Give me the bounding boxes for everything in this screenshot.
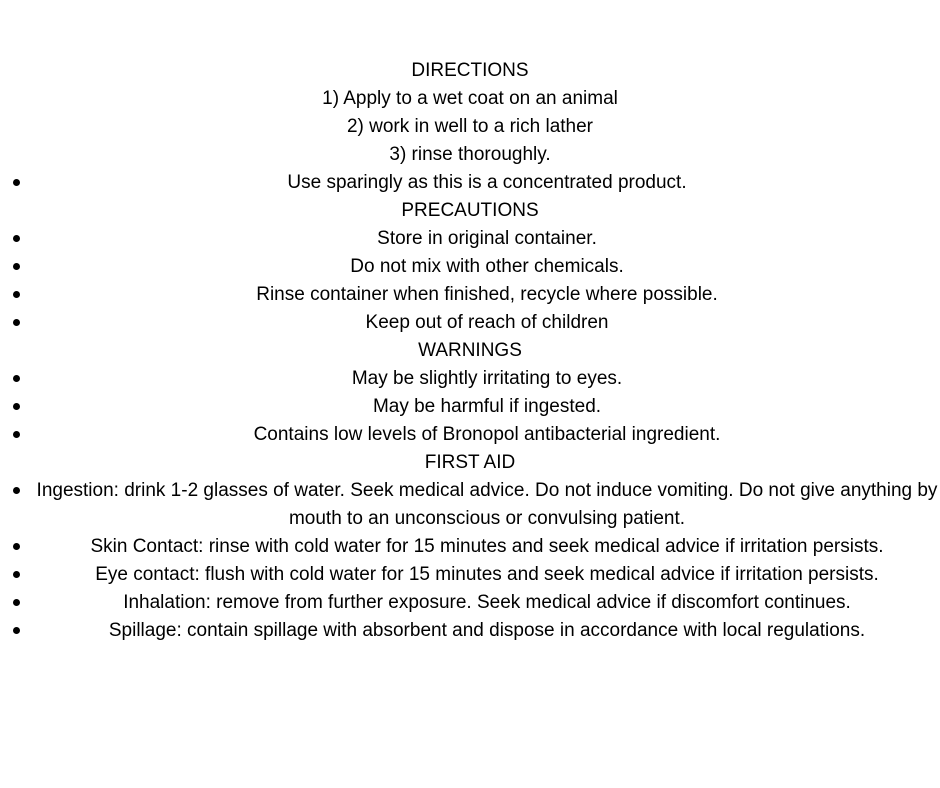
list-item: [0, 365, 940, 393]
bullet-icon: [13, 627, 20, 634]
bullet-icon: [13, 291, 20, 298]
list-item-text: Keep out of reach of children: [365, 312, 609, 333]
list-item-text: Do not mix with other chemicals.: [350, 256, 624, 277]
section-directions: [0, 57, 940, 197]
bullet-icon: [13, 487, 20, 494]
list-item-text: Eye contact: flush with cold water for 15 minutes and seek medical advice if irritation persists.: [95, 564, 879, 585]
list-item-text: Skin Contact: rinse with cold water for 15 minutes and seek medical advice if irritation persists.: [90, 536, 884, 557]
list-item-text: Use sparingly as this is a concentrated product.: [287, 172, 687, 193]
bullet-icon: [13, 599, 20, 606]
list-item-text: Spillage: contain spillage with absorbent and dispose in accordance with local regulations.: [108, 620, 866, 641]
section-heading-warnings: WARNINGS: [418, 340, 522, 361]
section-heading-precautions: PRECAUTIONS: [401, 200, 539, 221]
section-heading-first-aid: FIRST AID: [424, 452, 516, 473]
direction-step-1: 1) Apply to a wet coat on an animal: [322, 88, 618, 109]
list-item: [0, 225, 940, 253]
list-item: [0, 477, 940, 533]
list-item: [0, 421, 940, 449]
label-text-panel: [0, 57, 940, 645]
direction-step-2: 2) work in well to a rich lather: [346, 116, 594, 137]
bullet-icon: [13, 179, 20, 186]
list-item-text: Contains low levels of Bronopol antibacterial ingredient.: [253, 424, 721, 445]
list-item-text: Inhalation: remove from further exposure. Seek medical advice if discomfort continues.: [123, 592, 851, 613]
list-item-text: Rinse container when finished, recycle where possible.: [256, 284, 718, 305]
section-precautions: [0, 197, 940, 337]
bullet-icon: [13, 431, 20, 438]
bullet-icon: [13, 235, 20, 242]
list-item: [0, 617, 940, 645]
section-first-aid: [0, 449, 940, 645]
bullet-icon: [13, 319, 20, 326]
section-heading-directions: DIRECTIONS: [411, 60, 529, 81]
list-item-text: May be harmful if ingested.: [372, 396, 602, 417]
list-item: [0, 533, 940, 561]
list-item: [0, 561, 940, 589]
section-warnings: [0, 337, 940, 449]
bullet-icon: [13, 403, 20, 410]
list-item: [0, 309, 940, 337]
list-item-text: Store in original container.: [377, 228, 597, 249]
list-item-text: May be slightly irritating to eyes.: [351, 368, 623, 389]
list-item: [0, 393, 940, 421]
list-item-text: Ingestion: drink 1-2 glasses of water. Seek medical advice. Do not induce vomiting. Do not give anything by mouth to an unconscious or convulsing patient.: [36, 480, 938, 529]
direction-step-3: 3) rinse thoroughly.: [389, 144, 551, 165]
bullet-icon: [13, 543, 20, 550]
bullet-icon: [13, 571, 20, 578]
list-item: [0, 169, 940, 197]
list-item: [0, 281, 940, 309]
bullet-icon: [13, 375, 20, 382]
list-item: [0, 253, 940, 281]
list-item: [0, 589, 940, 617]
bullet-icon: [13, 263, 20, 270]
